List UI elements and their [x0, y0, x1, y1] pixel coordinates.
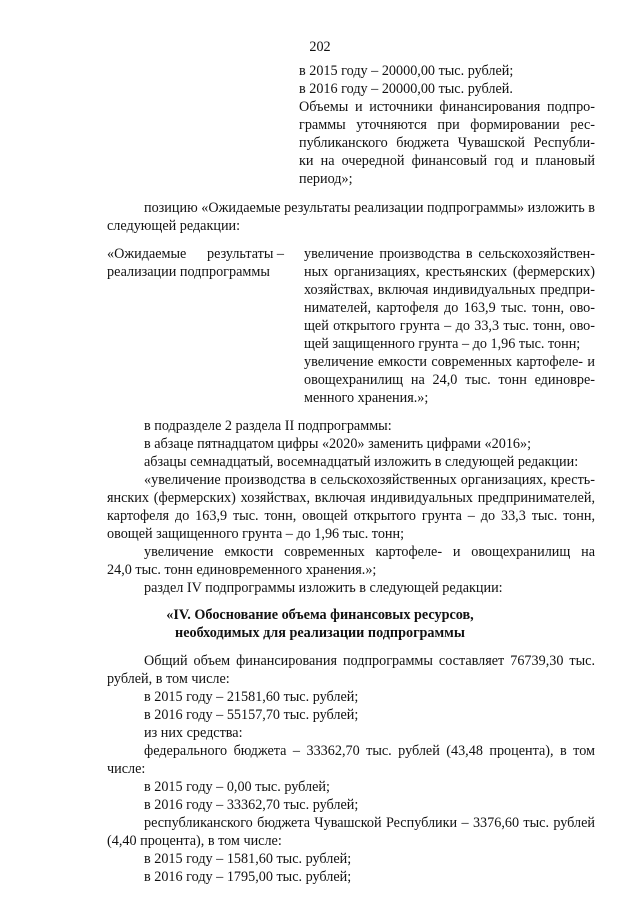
table-right-line: увеличение производства в сельскохозяйствен- [304, 246, 595, 262]
text-line: картофеля до 163,9 тыс. тонн, овощей открытого грунта – до 33,3 тыс. тонн, [107, 508, 595, 524]
text-line: числе: [107, 761, 146, 777]
page-number: 202 [309, 39, 331, 55]
text-line: Объемы и источники финансирования подпро- [299, 99, 595, 115]
table-right-line: увеличение емкости современных картофеле- и [304, 354, 595, 370]
text-line: рублей, в том числе: [107, 671, 230, 687]
text-line: в 2016 году – 33362,70 тыс. рублей; [144, 797, 359, 813]
text-line: в 2016 году – 55157,70 тыс. рублей; [144, 707, 359, 723]
text-line: в 2015 году – 0,00 тыс. рублей; [144, 779, 330, 795]
text-line: (4,40 процента), в том числе: [107, 833, 282, 849]
section-heading-line: необходимых для реализации подпрограммы [175, 625, 465, 641]
table-left-cell: реализации подпрограммы [107, 264, 270, 280]
table-left-cell: «Ожидаемые [107, 246, 187, 262]
text-line: овощей защищенного грунта – до 1,96 тыс. тонн; [107, 526, 405, 542]
text-line: из них средства: [144, 725, 243, 741]
text-line: республиканского бюджета Чувашской Республики – 3376,60 тыс. рублей [144, 815, 595, 831]
text-line: ки на очередной финансовый год и плановый [299, 153, 595, 169]
text-line: граммы уточняются при формировании рес- [299, 117, 595, 133]
text-line: Общий объем финансирования подпрограммы составляет 76739,30 тыс. [144, 653, 595, 669]
table-right-line: щей открытого грунта – до 33,3 тыс. тонн, ово- [304, 318, 595, 334]
table-left-cell: результаты – [207, 246, 285, 262]
text-line: следующей редакции: [107, 218, 241, 234]
text-line: в 2015 году – 20000,00 тыс. рублей; [299, 63, 514, 79]
text-line: федерального бюджета – 33362,70 тыс. рублей (43,48 процента), в том [144, 743, 595, 759]
table-right-line: щей защищенного грунта – до 1,96 тыс. тонн; [304, 336, 581, 352]
text-line: позицию «Ожидаемые результаты реализации подпрограммы» изложить в [144, 200, 595, 216]
table-right-line: менного хранения.»; [304, 390, 429, 406]
text-line: публиканского бюджета Чувашской Республи- [299, 135, 595, 151]
table-right-line: хозяйствах, включая индивидуальных предпри- [304, 282, 595, 298]
text-line: 24,0 тыс. тонн единовременного хранения.»; [107, 562, 377, 578]
table-right-line: овощехранилищ на 24,0 тыс. тонн единовре- [304, 372, 595, 388]
table-right-line: ных организациях, крестьянских (фермерских) [304, 264, 595, 280]
text-line: в 2016 году – 1795,00 тыс. рублей; [144, 869, 352, 885]
text-line: раздел IV подпрограммы изложить в следующей редакции: [144, 580, 503, 596]
text-line: «увеличение производства в сельскохозяйственных организациях, кресть- [144, 472, 595, 488]
text-line: увеличение емкости современных картофеле- и овощехранилищ на [144, 544, 595, 560]
text-line: в 2015 году – 1581,60 тыс. рублей; [144, 851, 352, 867]
text-line: абзацы семнадцатый, восемнадцатый изложить в следующей редакции: [144, 454, 579, 470]
text-line: янских (фермерских) хозяйствах, включая индивидуальных предпринимателей, [107, 490, 595, 506]
text-line: период»; [299, 171, 353, 187]
text-line: в абзаце пятнадцатом цифры «2020» заменить цифрами «2016»; [144, 436, 532, 452]
text-line: в 2016 году – 20000,00 тыс. рублей. [299, 81, 513, 97]
table-right-line: нимателей, картофеля до 163,9 тыс. тонн, ово- [304, 300, 595, 316]
text-line: в подразделе 2 раздела II подпрограммы: [144, 418, 392, 434]
text-line: в 2015 году – 21581,60 тыс. рублей; [144, 689, 359, 705]
section-heading-line: «IV. Обоснование объема финансовых ресурсов, [166, 607, 474, 623]
